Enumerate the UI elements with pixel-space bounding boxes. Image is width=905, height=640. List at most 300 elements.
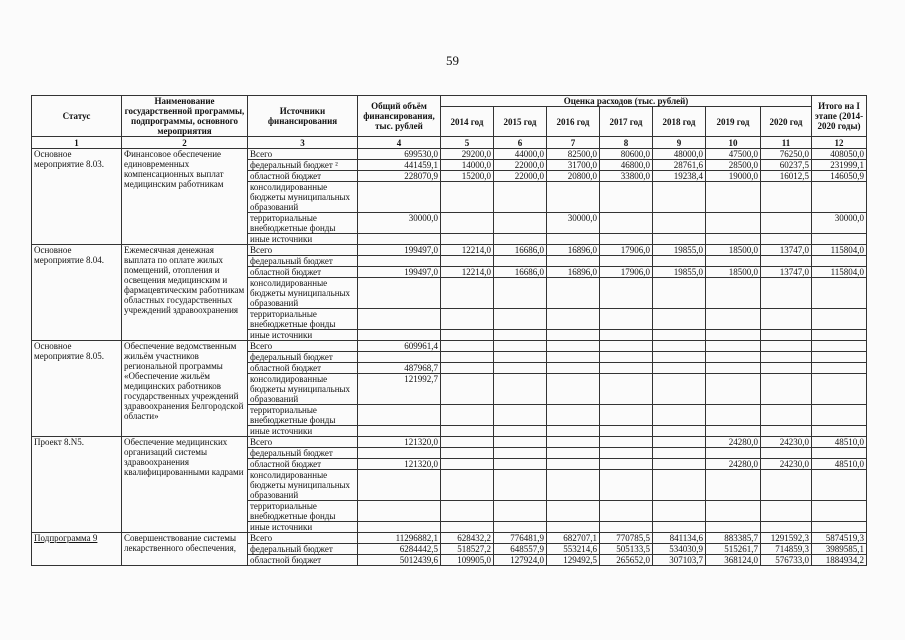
column-number: 1 (32, 137, 122, 149)
value-cell: 29200,0 (441, 149, 494, 160)
value-cell: 127924,0 (494, 555, 547, 566)
value-cell: 1884934,2 (812, 555, 867, 566)
value-cell (547, 363, 600, 374)
value-cell: 24230,0 (761, 459, 812, 470)
value-cell: 33800,0 (600, 171, 653, 182)
value-cell: 408050,0 (812, 149, 867, 160)
funding-source: областной бюджет (248, 171, 358, 182)
value-cell: 48510,0 (812, 459, 867, 470)
table-row (32, 437, 867, 448)
table-row (32, 341, 867, 352)
value-cell: 18500,0 (706, 267, 761, 278)
header-year: 2017 год (600, 107, 653, 137)
value-cell (358, 330, 441, 341)
value-cell: 16896,0 (547, 245, 600, 256)
funding-source: иные источники (248, 426, 358, 437)
value-cell (600, 213, 653, 234)
value-cell (706, 426, 761, 437)
value-cell (706, 501, 761, 522)
value-cell (761, 374, 812, 405)
column-number: 8 (600, 137, 653, 149)
value-cell: 11296882,1 (358, 533, 441, 544)
value-cell (600, 437, 653, 448)
value-cell: 14000,0 (441, 160, 494, 171)
value-cell (358, 278, 441, 309)
header-year: 2014 год (441, 107, 494, 137)
value-cell: 16686,0 (494, 267, 547, 278)
value-cell: 46800,0 (600, 160, 653, 171)
value-cell (653, 437, 706, 448)
value-cell (812, 374, 867, 405)
funding-source: федеральный бюджет (248, 256, 358, 267)
financing-table (31, 95, 867, 566)
value-cell (706, 352, 761, 363)
value-cell (547, 330, 600, 341)
value-cell (600, 459, 653, 470)
value-cell (812, 309, 867, 330)
funding-source: территориальные внебюджетные фонды (248, 309, 358, 330)
header-source: Источники финансирования (248, 96, 358, 137)
value-cell: 60237,5 (761, 160, 812, 171)
value-cell (494, 341, 547, 352)
value-cell (812, 363, 867, 374)
table-row (32, 149, 867, 160)
column-number: 11 (761, 137, 812, 149)
value-cell: 121992,7 (358, 374, 441, 405)
value-cell (547, 470, 600, 501)
funding-source: территориальные внебюджетные фонды (248, 405, 358, 426)
value-cell (653, 234, 706, 245)
value-cell: 441459,1 (358, 160, 441, 171)
value-cell (812, 470, 867, 501)
value-cell: 44000,0 (494, 149, 547, 160)
value-cell (761, 470, 812, 501)
value-cell (494, 448, 547, 459)
value-cell (653, 459, 706, 470)
value-cell (600, 278, 653, 309)
value-cell (441, 363, 494, 374)
value-cell (812, 234, 867, 245)
value-cell (358, 501, 441, 522)
value-cell: 12214,0 (441, 267, 494, 278)
value-cell: 534030,9 (653, 544, 706, 555)
value-cell (600, 374, 653, 405)
value-cell (441, 374, 494, 405)
value-cell (547, 405, 600, 426)
value-cell: 3989585,1 (812, 544, 867, 555)
value-cell: 1291592,3 (761, 533, 812, 544)
funding-source: территориальные внебюджетные фонды (248, 213, 358, 234)
value-cell (547, 309, 600, 330)
value-cell (761, 278, 812, 309)
value-cell (547, 234, 600, 245)
value-cell (812, 256, 867, 267)
value-cell (761, 309, 812, 330)
value-cell (358, 256, 441, 267)
group-status: Основное мероприятие 8.05. (32, 341, 122, 437)
value-cell (441, 448, 494, 459)
value-cell (600, 234, 653, 245)
value-cell (706, 330, 761, 341)
funding-source: территориальные внебюджетные фонды (248, 501, 358, 522)
value-cell (706, 522, 761, 533)
value-cell (494, 182, 547, 213)
funding-source: областной бюджет (248, 363, 358, 374)
value-cell (653, 182, 706, 213)
value-cell (441, 459, 494, 470)
value-cell: 31700,0 (547, 160, 600, 171)
value-cell (494, 213, 547, 234)
value-cell (653, 278, 706, 309)
value-cell (494, 374, 547, 405)
value-cell: 17906,0 (600, 267, 653, 278)
funding-source: федеральный бюджет (248, 544, 358, 555)
value-cell (494, 330, 547, 341)
column-number: 6 (494, 137, 547, 149)
value-cell: 28500,0 (706, 160, 761, 171)
value-cell: 368124,0 (706, 555, 761, 566)
value-cell (653, 352, 706, 363)
value-cell (706, 470, 761, 501)
value-cell (761, 426, 812, 437)
value-cell (494, 405, 547, 426)
value-cell (706, 448, 761, 459)
value-cell (441, 182, 494, 213)
value-cell (653, 330, 706, 341)
column-number: 7 (547, 137, 600, 149)
value-cell (653, 363, 706, 374)
value-cell: 307103,7 (653, 555, 706, 566)
value-cell: 115804,0 (812, 267, 867, 278)
value-cell: 16012,5 (761, 171, 812, 182)
value-cell (547, 352, 600, 363)
column-number: 3 (248, 137, 358, 149)
value-cell: 121320,0 (358, 459, 441, 470)
value-cell: 17906,0 (600, 245, 653, 256)
column-number: 2 (122, 137, 248, 149)
value-cell (494, 234, 547, 245)
header-total: Общий объём финансирования, тыс. рублей (358, 96, 441, 137)
funding-source: иные источники (248, 522, 358, 533)
value-cell (706, 341, 761, 352)
value-cell: 16686,0 (494, 245, 547, 256)
value-cell (547, 256, 600, 267)
group-name: Обеспечение ведомственным жильём участников региональной программы «Обеспечение жильём медицинских работников государственных учреждений здравоохранения Белгородской области» (122, 341, 248, 437)
column-number-row (32, 137, 867, 149)
value-cell (358, 234, 441, 245)
value-cell (600, 256, 653, 267)
value-cell (494, 426, 547, 437)
funding-source: федеральный бюджет (248, 448, 358, 459)
value-cell (441, 437, 494, 448)
value-cell (812, 341, 867, 352)
value-cell: 121320,0 (358, 437, 441, 448)
value-cell: 576733,0 (761, 555, 812, 566)
value-cell (653, 501, 706, 522)
funding-source: консолидированные бюджеты муниципальных образований (248, 470, 358, 501)
value-cell: 109905,0 (441, 555, 494, 566)
value-cell (706, 256, 761, 267)
value-cell: 6284442,5 (358, 544, 441, 555)
value-cell (706, 234, 761, 245)
funding-source: федеральный бюджет ² (248, 160, 358, 171)
header-name: Наименование государственной программы, подпрограммы, основного мероприятия (122, 96, 248, 137)
value-cell: 47500,0 (706, 149, 761, 160)
value-cell (441, 341, 494, 352)
funding-source: Всего (248, 245, 358, 256)
value-cell: 24280,0 (706, 459, 761, 470)
value-cell: 19238,4 (653, 171, 706, 182)
value-cell (441, 405, 494, 426)
value-cell (600, 330, 653, 341)
column-number: 4 (358, 137, 441, 149)
value-cell (441, 501, 494, 522)
value-cell (812, 501, 867, 522)
column-number: 12 (812, 137, 867, 149)
value-cell (761, 501, 812, 522)
value-cell (494, 501, 547, 522)
value-cell (494, 459, 547, 470)
value-cell: 13747,0 (761, 267, 812, 278)
value-cell (600, 405, 653, 426)
value-cell (441, 426, 494, 437)
column-number: 10 (706, 137, 761, 149)
value-cell (761, 448, 812, 459)
value-cell (812, 278, 867, 309)
value-cell (494, 470, 547, 501)
value-cell (812, 352, 867, 363)
value-cell (358, 405, 441, 426)
value-cell: 648557,9 (494, 544, 547, 555)
value-cell (761, 182, 812, 213)
value-cell (547, 278, 600, 309)
value-cell (547, 459, 600, 470)
value-cell (358, 352, 441, 363)
value-cell: 22000,0 (494, 171, 547, 182)
header-status: Статус (32, 96, 122, 137)
value-cell: 30000,0 (812, 213, 867, 234)
value-cell (441, 278, 494, 309)
value-cell: 228070,9 (358, 171, 441, 182)
funding-source: Всего (248, 437, 358, 448)
funding-source: Всего (248, 341, 358, 352)
value-cell (761, 363, 812, 374)
value-cell (600, 182, 653, 213)
value-cell: 20800,0 (547, 171, 600, 182)
value-cell (441, 309, 494, 330)
value-cell: 841134,6 (653, 533, 706, 544)
group-name: Ежемесячная денежная выплата по оплате жилых помещений, отопления и освещения медицинским и фармацевтическим работникам областных государственных учреждений здравоохранения (122, 245, 248, 341)
value-cell (547, 501, 600, 522)
header-year: 2019 год (706, 107, 761, 137)
value-cell (441, 470, 494, 501)
value-cell (812, 182, 867, 213)
value-cell (600, 309, 653, 330)
value-cell: 609961,4 (358, 341, 441, 352)
table-body (32, 149, 867, 566)
funding-source: областной бюджет (248, 267, 358, 278)
value-cell (653, 309, 706, 330)
group-status: Проект 8.N5. (32, 437, 122, 533)
value-cell (600, 522, 653, 533)
funding-source: иные источники (248, 330, 358, 341)
value-cell: 22000,0 (494, 160, 547, 171)
value-cell (761, 330, 812, 341)
value-cell: 19855,0 (653, 267, 706, 278)
value-cell (653, 405, 706, 426)
value-cell (547, 426, 600, 437)
group-name: Обеспечение медицинских организаций системы здравоохранения квалифицированными кадрами (122, 437, 248, 533)
value-cell (494, 278, 547, 309)
value-cell (706, 374, 761, 405)
value-cell (653, 522, 706, 533)
value-cell (358, 182, 441, 213)
table-row (32, 245, 867, 256)
value-cell (358, 448, 441, 459)
page-number: 59 (446, 53, 459, 68)
value-cell: 28761,6 (653, 160, 706, 171)
value-cell: 18500,0 (706, 245, 761, 256)
funding-source: областной бюджет (248, 459, 358, 470)
value-cell: 199497,0 (358, 245, 441, 256)
value-cell: 199497,0 (358, 267, 441, 278)
table-row (32, 533, 867, 544)
value-cell: 19000,0 (706, 171, 761, 182)
value-cell: 48510,0 (812, 437, 867, 448)
value-cell: 682707,1 (547, 533, 600, 544)
value-cell: 699530,0 (358, 149, 441, 160)
value-cell (358, 470, 441, 501)
funding-source: консолидированные бюджеты муниципальных образований (248, 278, 358, 309)
value-cell (441, 352, 494, 363)
value-cell (600, 448, 653, 459)
value-cell: 115804,0 (812, 245, 867, 256)
value-cell (600, 341, 653, 352)
value-cell (547, 437, 600, 448)
value-cell: 48000,0 (653, 149, 706, 160)
value-cell (706, 213, 761, 234)
header-year: 2018 год (653, 107, 706, 137)
value-cell (494, 522, 547, 533)
value-cell (441, 256, 494, 267)
group-status: Подпрограмма 9 (32, 533, 122, 566)
funding-source: консолидированные бюджеты муниципальных образований (248, 182, 358, 213)
column-number: 5 (441, 137, 494, 149)
value-cell: 5874519,3 (812, 533, 867, 544)
value-cell: 19855,0 (653, 245, 706, 256)
value-cell (653, 256, 706, 267)
value-cell: 82500,0 (547, 149, 600, 160)
value-cell: 146050,9 (812, 171, 867, 182)
funding-source: федеральный бюджет (248, 352, 358, 363)
value-cell: 16896,0 (547, 267, 600, 278)
value-cell: 553214,6 (547, 544, 600, 555)
column-number: 9 (653, 137, 706, 149)
value-cell: 487968,7 (358, 363, 441, 374)
value-cell (358, 426, 441, 437)
value-cell (494, 256, 547, 267)
header-estimate: Оценка расходов (тыс. рублей) (441, 96, 812, 107)
value-cell (600, 363, 653, 374)
value-cell (600, 352, 653, 363)
value-cell: 518527,2 (441, 544, 494, 555)
value-cell (706, 363, 761, 374)
value-cell (761, 341, 812, 352)
value-cell (600, 470, 653, 501)
value-cell (358, 309, 441, 330)
value-cell (812, 426, 867, 437)
value-cell (441, 330, 494, 341)
value-cell (441, 522, 494, 533)
value-cell (600, 501, 653, 522)
value-cell (761, 234, 812, 245)
value-cell (600, 426, 653, 437)
funding-source: Всего (248, 149, 358, 160)
value-cell: 76250,0 (761, 149, 812, 160)
value-cell (761, 522, 812, 533)
header-row-1 (32, 96, 867, 107)
value-cell (441, 234, 494, 245)
group-name: Совершенствование системы лекарственного обеспечения, (122, 533, 248, 566)
value-cell (494, 437, 547, 448)
value-cell: 231999,1 (812, 160, 867, 171)
header-year: 2015 год (494, 107, 547, 137)
header-year: 2020 год (761, 107, 812, 137)
value-cell (547, 182, 600, 213)
value-cell (494, 309, 547, 330)
value-cell (547, 341, 600, 352)
funding-source: областной бюджет (248, 555, 358, 566)
header-year: 2016 год (547, 107, 600, 137)
value-cell (706, 182, 761, 213)
value-cell: 30000,0 (358, 213, 441, 234)
value-cell: 628432,2 (441, 533, 494, 544)
value-cell (812, 330, 867, 341)
group-status: Основное мероприятие 8.03. (32, 149, 122, 245)
value-cell (358, 522, 441, 533)
value-cell (761, 352, 812, 363)
value-cell: 129492,5 (547, 555, 600, 566)
funding-source: иные источники (248, 234, 358, 245)
value-cell (653, 213, 706, 234)
value-cell: 515261,7 (706, 544, 761, 555)
value-cell: 12214,0 (441, 245, 494, 256)
value-cell: 5012439,6 (358, 555, 441, 566)
value-cell (547, 374, 600, 405)
funding-source: консолидированные бюджеты муниципальных образований (248, 374, 358, 405)
value-cell (653, 426, 706, 437)
value-cell (653, 470, 706, 501)
value-cell (547, 448, 600, 459)
value-cell: 15200,0 (441, 171, 494, 182)
value-cell: 770785,5 (600, 533, 653, 544)
value-cell (761, 405, 812, 426)
funding-source: Всего (248, 533, 358, 544)
value-cell (706, 278, 761, 309)
value-cell (706, 309, 761, 330)
value-cell: 505133,5 (600, 544, 653, 555)
header-stage-total: Итого на I этапе (2014-2020 годы) (812, 96, 867, 137)
value-cell (653, 448, 706, 459)
value-cell (812, 405, 867, 426)
value-cell: 883385,7 (706, 533, 761, 544)
value-cell: 24230,0 (761, 437, 812, 448)
value-cell (494, 363, 547, 374)
value-cell (441, 213, 494, 234)
group-status: Основное мероприятие 8.04. (32, 245, 122, 341)
value-cell (812, 448, 867, 459)
group-name: Финансовое обеспечение единовременных компенсационных выплат медицинским работникам (122, 149, 248, 245)
